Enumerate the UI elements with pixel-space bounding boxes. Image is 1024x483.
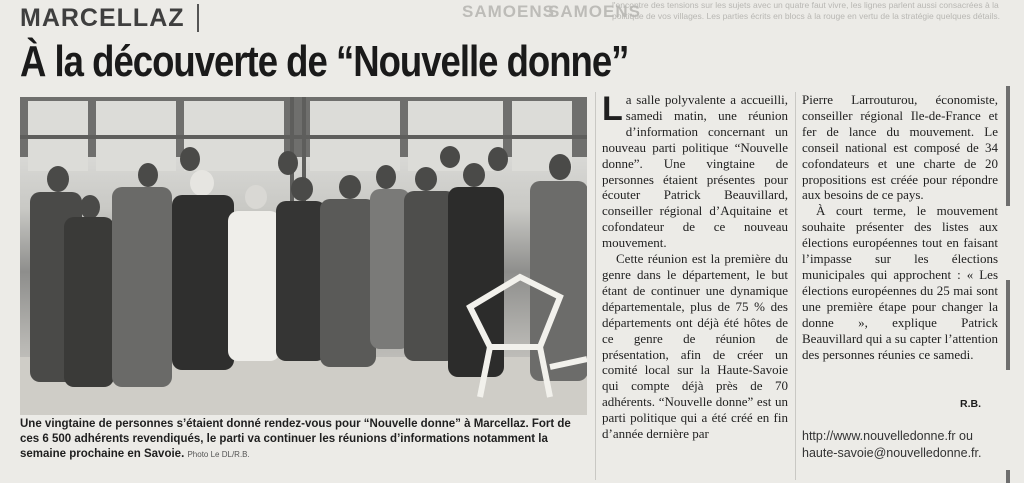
article-column-1 bbox=[602, 92, 788, 442]
article-photo bbox=[20, 97, 587, 415]
section-kicker: MARCELLAZ bbox=[20, 3, 185, 32]
column-divider bbox=[795, 92, 796, 480]
author-signature: R.B. bbox=[960, 398, 981, 410]
group-photo-illustration bbox=[20, 97, 587, 415]
article-paragraph: Pierre Larrouturou, économiste, conseiller régional Ile-de-France et fer de lance du mouvement. Le conseil national est composé de 34 cofondateurs et une charte de 20 propositions est créée pour répondre aux besoins de ce pays. bbox=[802, 92, 998, 203]
page-edge-mark bbox=[1006, 86, 1010, 206]
article-paragraph: À court terme, le mouvement souhaite présenter des listes aux élections européennes tout en faisant l’impasse sur les élections municipales qui approchent : « Les élections européennes du 25 mai sont une première étape pour changer la donne », explique Patrick Beauvillard qui a su capter l’attention des personnes réunies ce samedi. bbox=[802, 203, 999, 362]
paragraph-text: a salle polyvalente a accueilli, samedi matin, une réunion d’information concernant un nouveau parti politique “Nouvelle donne”. Une vingtaine de personnes étaient présentes pour écouter Patrick Beauvillard, conseiller régional d’Aquitaine et cofondateur de ce nouveau mouvement. bbox=[602, 92, 788, 251]
article-column-2 bbox=[802, 92, 998, 362]
article-headline: À la découverte de “Nouvelle donne” bbox=[20, 37, 629, 86]
photo-caption bbox=[20, 417, 587, 462]
photo-credit: Photo Le DL/R.B. bbox=[187, 450, 250, 459]
page-edge-mark bbox=[1006, 470, 1010, 483]
contact-links bbox=[802, 428, 1012, 461]
photo-caption-text: Une vingtaine de personnes s’étaient donné rendez-vous pour “Nouvelle donne” à Marcellaz. Fort de ces 6 500 adhérents revendiqués, le parti va continuer les réunions d’informations notamment la semaine prochaine en Savoie. bbox=[20, 418, 571, 460]
kicker-divider bbox=[197, 4, 199, 32]
drop-cap: L bbox=[602, 90, 623, 128]
email-link[interactable]: haute-savoie@nouvelledonne.fr. bbox=[802, 445, 982, 460]
article-paragraph bbox=[602, 92, 788, 251]
bleed-through-text: l'encontre des tensions sur les sujets avec un quatre faut vivre, les lignes parlent aussi consacrées à la politique de vos villages. Les parties écrits en blocs à la rouge en vertu de la stratégie quelques détails. bbox=[612, 0, 1000, 21]
page-edge-mark bbox=[1006, 280, 1010, 370]
section-kicker-row bbox=[20, 2, 199, 34]
column-divider bbox=[595, 92, 596, 480]
bleed-through-heading-right: SAMOENS bbox=[548, 2, 641, 21]
bleed-through-heading-left: SAMOENS bbox=[462, 2, 555, 21]
website-link[interactable]: http://www.nouvelledonne.fr ou bbox=[802, 429, 973, 443]
article-paragraph: Cette réunion est la première du genre dans le département, le but étant de continuer une dynamique départementale, plus de 75 % des départements ont déjà été hôtes de ce genre de réunion de présentation, afin de créer un comité local sur la Haute-Savoie qui compte déjà près de 70 adhérents. “Nouvelle donne” est un parti politique qui a été créé en fin d’année dernière par bbox=[602, 251, 788, 442]
